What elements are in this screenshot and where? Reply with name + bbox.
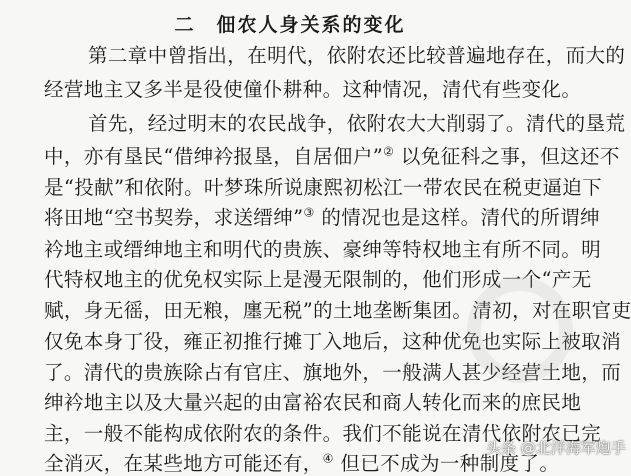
text-line: 经营地主又多半是役使僮仆耕种。这种情况，清代有些变化。: [44, 78, 582, 101]
text-line: 主，一般不能构成依附农的条件。我们不能说在清代依附农已完: [44, 422, 602, 445]
text-line: [44, 206, 600, 230]
footnote-marker: ④: [322, 451, 334, 466]
text-line: 衿地主或缙绅地主和明代的贵族、豪绅等特权地主有所不同。明: [44, 238, 602, 261]
text-line: 代特权地主的优免权实际上是漫无限制的，他们形成一个“产无: [44, 268, 592, 291]
text-line: 赋，身无徭，田无粮，廛无税”的土地垄断集团。清初，对在职官吏: [44, 299, 631, 322]
text-line: 仅免本身丁役，雍正初推行摊丁入地后，这种优免也实际上被取消: [44, 330, 622, 353]
footnote-marker: ③: [303, 205, 315, 220]
text-segment: 中，亦有垦民“借绅衿报垦，自居佃户”: [44, 145, 384, 168]
text-segment: 将田地“空书契券，求送缙绅”: [44, 206, 304, 229]
text-segment: 全消灭，在某些地方可能还有，: [44, 452, 323, 475]
text-line: 首先，经过明末的农民战争，依附农大大削弱了。清代的垦荒: [88, 112, 626, 135]
toutiao-watermark: 头条 @北洋海军炮手: [486, 439, 626, 457]
section-heading: 二 佃农人身关系的变化: [174, 14, 406, 36]
text-line: [44, 452, 559, 476]
text-line: 第二章中曾指出，在明代，依附农还比较普遍地存在，而大的: [88, 44, 626, 67]
text-segment: 但已不成为一种制度了。: [333, 452, 560, 475]
text-line: [44, 145, 620, 169]
footnote-marker: ②: [383, 144, 395, 159]
text-line: 了。清代的贵族除占有官庄、旗地外，一般满人甚少经营土地，而: [44, 361, 622, 384]
text-segment: 以免征科之事，但这还不: [394, 145, 620, 168]
text-line: 绅衿地主以及大量兴起的由富裕农民和商人转化而来的庶民地: [44, 391, 582, 414]
text-segment: 的情况也是这样。清代的所谓绅: [314, 206, 600, 229]
text-line: 是“投献”和依附。叶梦珠所说康熙初松江一带农民在税吏逼迫下: [44, 176, 603, 199]
